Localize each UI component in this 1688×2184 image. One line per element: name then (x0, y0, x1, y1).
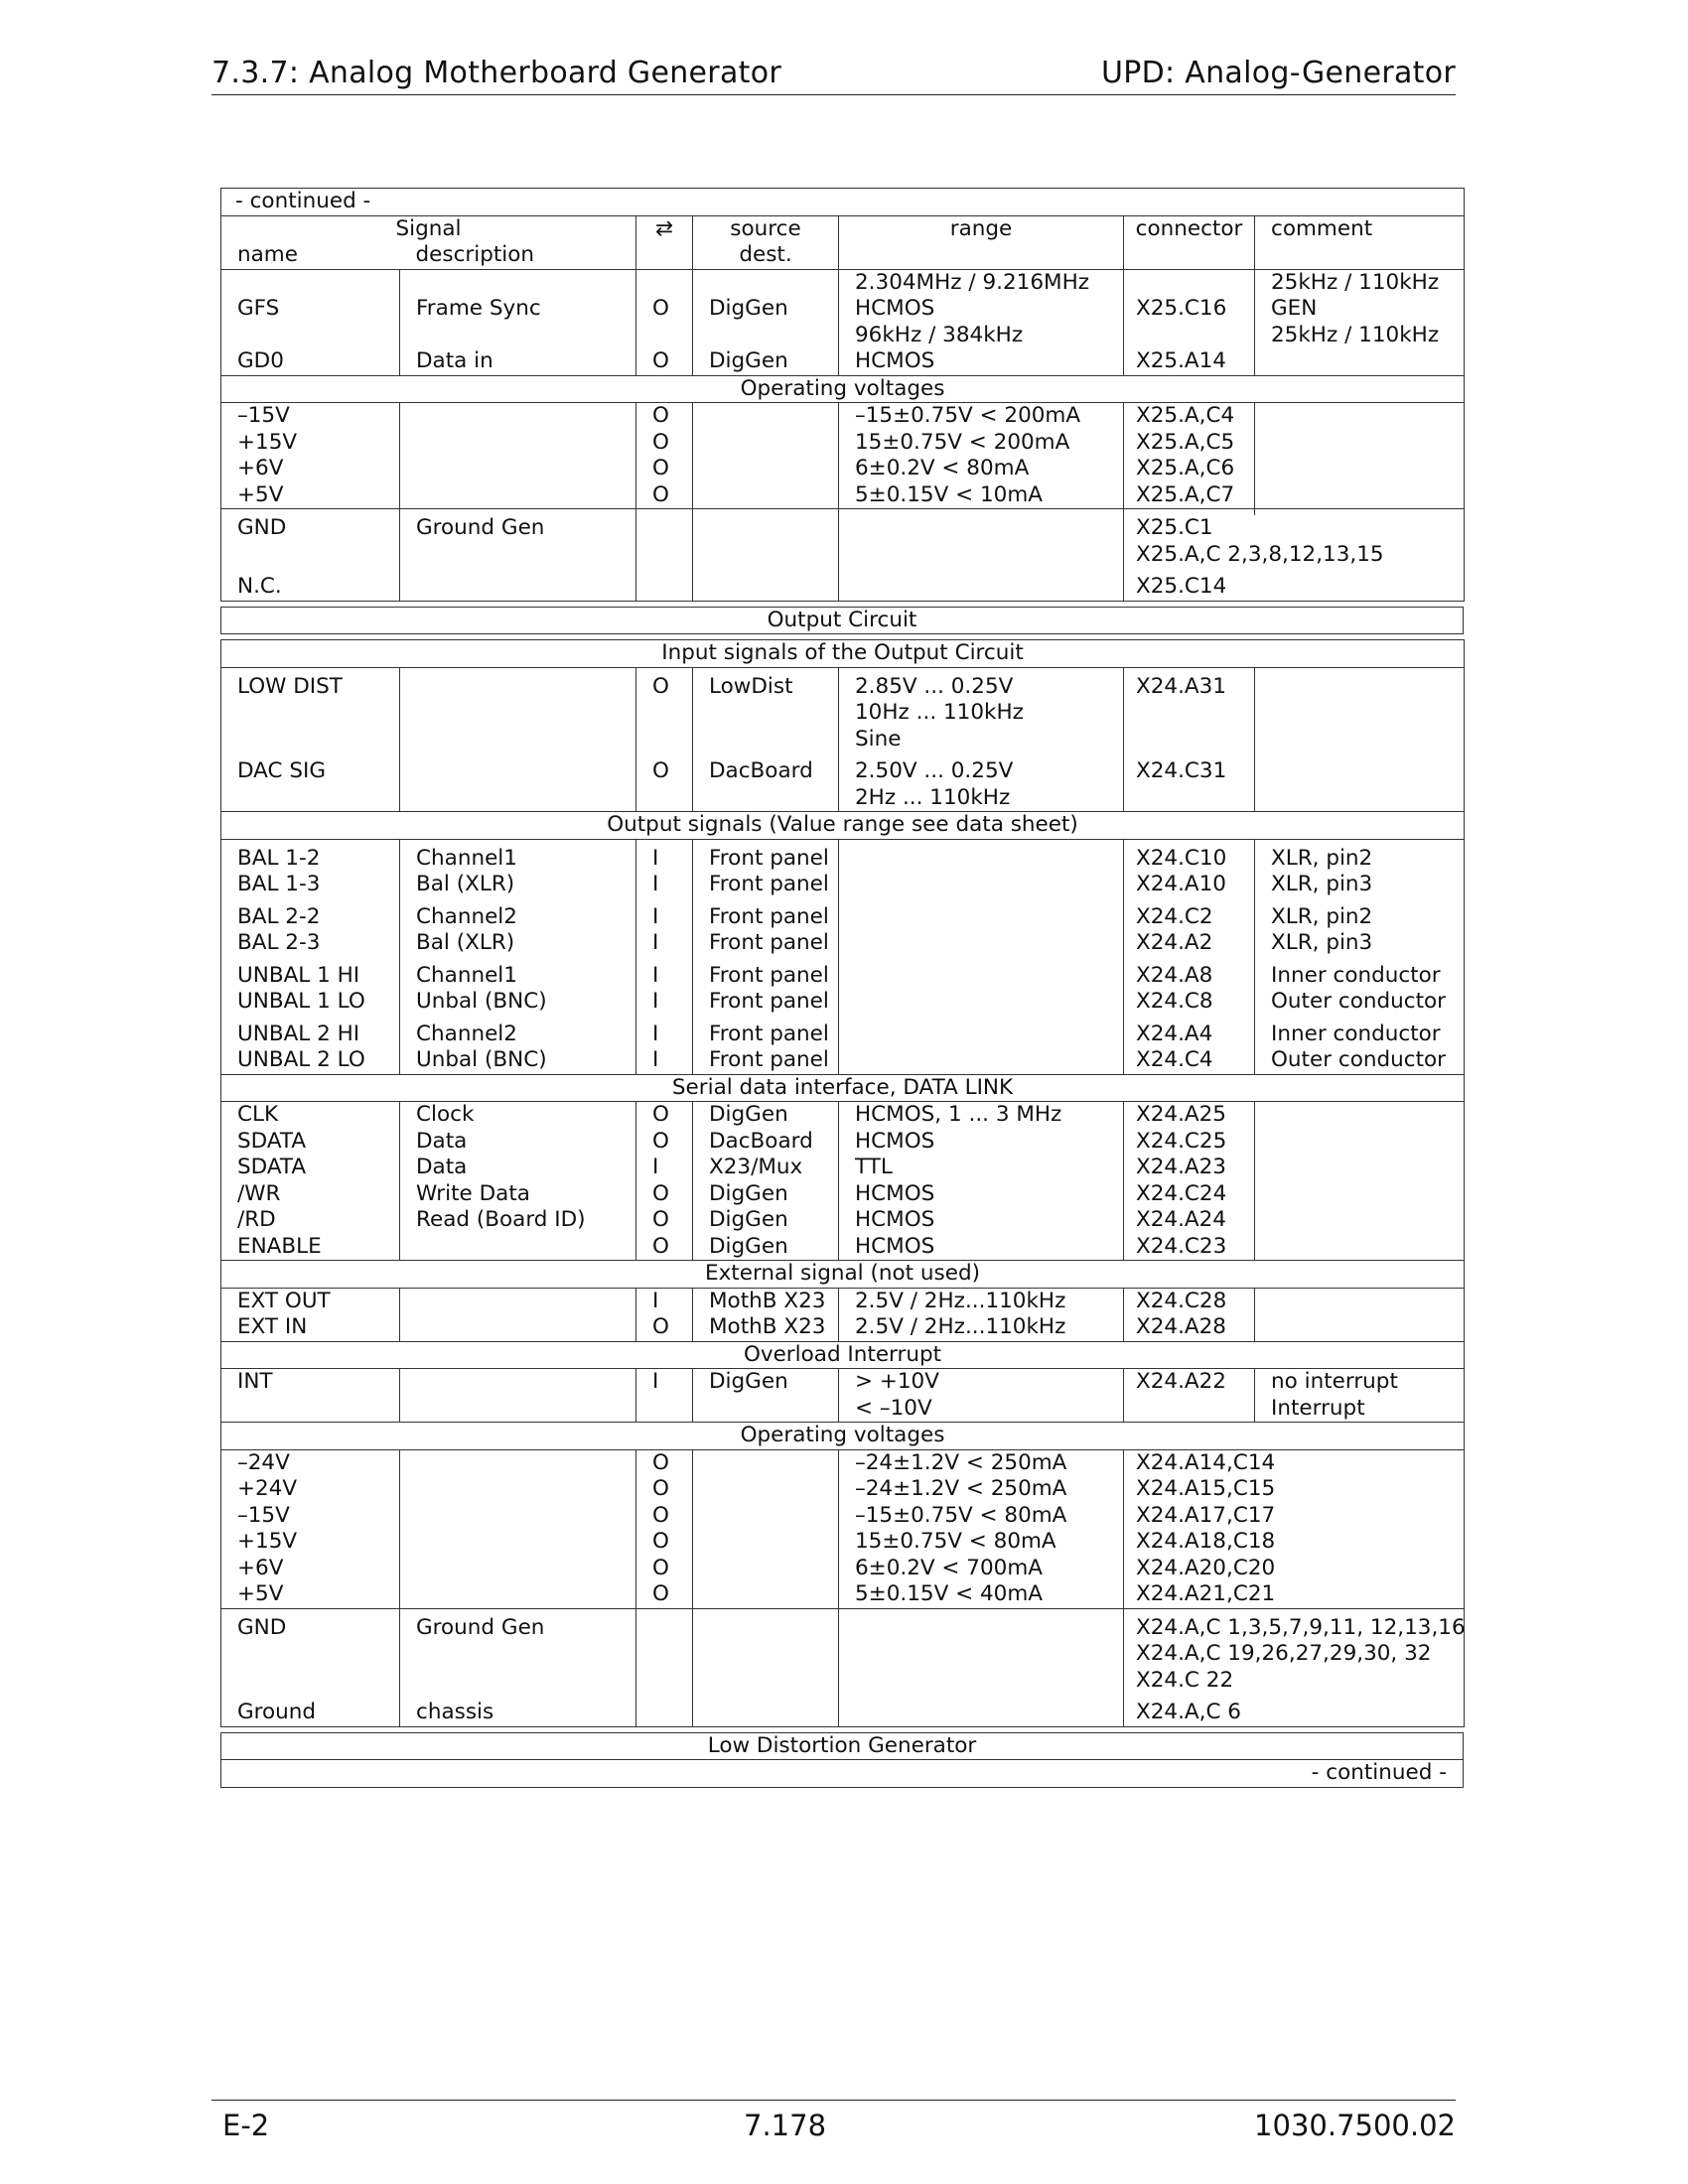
cell-range: –24±1.2V < 250mA (839, 1476, 1124, 1503)
cell-name: EXT IN (221, 1314, 400, 1341)
cell-connector: X25.C14 (1124, 574, 1465, 601)
cell-range: HCMOS (839, 348, 1124, 375)
cell-direction: O (636, 1181, 693, 1208)
cell-name: –24V (221, 1449, 400, 1476)
cell-direction: I (636, 904, 693, 931)
cell-name: CLK (221, 1102, 400, 1129)
output-circuit-title-box (220, 607, 1464, 635)
cell-direction: I (636, 1288, 693, 1314)
table-row (221, 904, 1465, 931)
cell-range: 15±0.75V < 80mA (839, 1529, 1124, 1556)
connector-line: X24.A,C 1,3,5,7,9,11, 12,13,16 (1136, 1614, 1466, 1640)
cell-connector: X24.C25 (1124, 1129, 1255, 1156)
cell-connector: X25.C1 (1124, 515, 1465, 542)
section-overload-interrupt: Overload Interrupt (221, 1341, 1465, 1369)
cell-description: Data (400, 1129, 636, 1156)
cell-direction: O (636, 1102, 693, 1129)
table-row (221, 1102, 1465, 1129)
col-header-connector: connector (1124, 215, 1255, 242)
cell-source: X23/Mux (693, 1155, 839, 1181)
cell-source: DigGen (693, 1102, 839, 1129)
cell-connector: X24.A22 (1124, 1369, 1255, 1423)
cell-comment: XLR, pin3 (1255, 930, 1465, 957)
cell-comment: Inner conductor (1255, 963, 1465, 990)
cell-source: LowDist (693, 674, 839, 753)
cell-source: Front panel (693, 1022, 839, 1048)
cell-name: +24V (221, 1476, 400, 1503)
cell-range: 15±0.75V < 200mA (839, 430, 1124, 457)
cell-name: +6V (221, 456, 400, 482)
cell-name: GD0 (221, 348, 400, 375)
cell-description: Ground Gen (400, 515, 636, 542)
table-row (221, 1369, 1465, 1423)
section-external-signal: External signal (not used) (221, 1261, 1465, 1289)
cell-name: N.C. (221, 574, 400, 601)
cell-connector: X24.C31 (1124, 758, 1255, 812)
table-row (221, 1207, 1465, 1234)
col-header-name: name (221, 242, 400, 269)
cell-name: DAC SIG (221, 758, 400, 812)
table-row (221, 846, 1465, 873)
cell-range: –24±1.2V < 250mA (839, 1449, 1124, 1476)
cell-direction: O (636, 296, 693, 323)
cell-direction: O (636, 1207, 693, 1234)
cell-name: Ground (221, 1700, 400, 1726)
cell-comment: XLR, pin2 (1255, 846, 1465, 873)
page-header-section: 7.3.7: Analog Motherboard Generator (211, 56, 781, 90)
continued-label: - continued - (221, 189, 1465, 216)
cell-connector: X24.A23 (1124, 1155, 1255, 1181)
table-row (221, 1288, 1465, 1314)
cell-range: 5±0.15V < 10mA (839, 482, 1124, 509)
connector-line: X24.C 22 (1136, 1667, 1234, 1693)
col-header-comment: comment (1255, 215, 1465, 242)
table-row (221, 403, 1465, 430)
cell-connector: X25.C16 (1124, 296, 1255, 323)
cell-direction: I (636, 872, 693, 898)
cell-direction: I (636, 1047, 693, 1074)
cell-name: BAL 1-2 (221, 846, 400, 873)
output-circuit-table (220, 639, 1465, 1727)
table-row (221, 1129, 1465, 1156)
cell-description: chassis (400, 1700, 636, 1726)
table-row (221, 1234, 1465, 1261)
cell-direction: I (636, 989, 693, 1016)
cell-connector: X25.A,C7 (1124, 482, 1255, 509)
section-operating-voltages: Operating voltages (221, 375, 1465, 403)
cell-source: DacBoard (693, 758, 839, 812)
cell-name: UNBAL 2 LO (221, 1047, 400, 1074)
cell-connector: X24.A18,C18 (1124, 1529, 1465, 1556)
table-row (221, 1529, 1465, 1556)
cell-connector: X24.C23 (1124, 1234, 1255, 1261)
cell-connector: X25.A,C6 (1124, 456, 1255, 482)
cell-direction: O (636, 1449, 693, 1476)
cell-description: Write Data (400, 1181, 636, 1208)
section-output-signals: Output signals (Value range see data sheet) (221, 812, 1465, 840)
cell-description: Data in (400, 348, 636, 375)
cell-name: +5V (221, 482, 400, 509)
cell-direction: O (636, 1314, 693, 1341)
section-serial-data-interface: Serial data interface, DATA LINK (221, 1074, 1465, 1102)
cell-direction: I (636, 963, 693, 990)
cell-connector (1124, 1615, 1465, 1695)
cell-connector: X24.A14,C14 (1124, 1449, 1465, 1476)
cell-comment (1255, 1369, 1465, 1423)
table-row (221, 1155, 1465, 1181)
cell-source: Front panel (693, 930, 839, 957)
cell-connector: X24.A,C 6 (1124, 1700, 1465, 1726)
table-row (221, 930, 1465, 957)
cell-connector: X24.C2 (1124, 904, 1255, 931)
document-number: 1030.7500.02 (1254, 2109, 1456, 2142)
cell-range: 2.5V / 2Hz...110kHz (839, 1314, 1124, 1341)
cell-name: SDATA (221, 1129, 400, 1156)
cell-description: Unbal (BNC) (400, 1047, 636, 1074)
cell-comment: Outer conductor (1255, 989, 1465, 1016)
cell-description: Unbal (BNC) (400, 989, 636, 1016)
cell-direction: O (636, 403, 693, 430)
cell-connector: X24.A4 (1124, 1022, 1255, 1048)
cell-direction: I (636, 1155, 693, 1181)
cell-connector: X24.C4 (1124, 1047, 1255, 1074)
cell-name: INT (221, 1369, 400, 1423)
cell-comment: GEN (1255, 296, 1465, 323)
cell-range: HCMOS (839, 1234, 1124, 1261)
table-row (221, 1556, 1465, 1582)
cell-name: ENABLE (221, 1234, 400, 1261)
cell-source: MothB X23 (693, 1314, 839, 1341)
cell-name: GND (221, 1615, 400, 1695)
table-row (221, 963, 1465, 990)
table-row (221, 1581, 1465, 1608)
cell-source: Front panel (693, 963, 839, 990)
cell-connector: X25.A,C4 (1124, 403, 1255, 430)
table-row (221, 296, 1465, 323)
col-header-source: source (693, 215, 839, 242)
col-header-description: description (400, 242, 636, 269)
table-row (221, 1022, 1465, 1048)
cell-direction: I (636, 1022, 693, 1048)
table-row (221, 1449, 1465, 1476)
table-row (221, 574, 1465, 601)
cell-direction: O (636, 348, 693, 375)
table-row (221, 1047, 1465, 1074)
footer-rule (211, 2100, 1456, 2101)
cell-connector: X24.A15,C15 (1124, 1476, 1465, 1503)
cell-connector: X24.A31 (1124, 674, 1255, 753)
table-row (221, 1476, 1465, 1503)
cell-range: HCMOS (839, 1129, 1124, 1156)
cell-name: –15V (221, 1503, 400, 1530)
cell-direction: O (636, 1476, 693, 1503)
cell-direction: O (636, 430, 693, 457)
cell-direction: O (636, 1529, 693, 1556)
range-line: 10Hz ... 110kHz (855, 700, 1024, 725)
cell-comment: 25kHz / 110kHz (1255, 269, 1465, 296)
comment-line: Interrupt (1271, 1395, 1365, 1421)
cell-name: /WR (221, 1181, 400, 1208)
cell-direction: O (636, 456, 693, 482)
table-row (221, 1181, 1465, 1208)
cell-comment: Inner conductor (1255, 1022, 1465, 1048)
range-line: Sine (855, 726, 902, 751)
cell-comment: 25kHz / 110kHz (1255, 323, 1465, 349)
cell-name: BAL 1-3 (221, 872, 400, 898)
generator-connector-table (220, 188, 1465, 602)
cell-direction: O (636, 1234, 693, 1261)
section-output-circuit: Output Circuit (221, 607, 1464, 634)
range-line: 2Hz ... 110kHz (855, 784, 1011, 810)
cell-name: SDATA (221, 1155, 400, 1181)
cell-source: Front panel (693, 989, 839, 1016)
cell-direction: I (636, 1369, 693, 1423)
range-line: > +10V (855, 1369, 939, 1394)
cell-range: 96kHz / 384kHz (839, 323, 1124, 349)
range-line: < –10V (855, 1395, 932, 1421)
cell-name: –15V (221, 403, 400, 430)
cell-name: +5V (221, 1581, 400, 1608)
cell-name: +6V (221, 1556, 400, 1582)
cell-source: Front panel (693, 904, 839, 931)
cell-connector: X24.A20,C20 (1124, 1556, 1465, 1582)
cell-name: BAL 2-3 (221, 930, 400, 957)
cell-name: GFS (221, 296, 400, 323)
cell-description: Data (400, 1155, 636, 1181)
cell-connector: X24.A25 (1124, 1102, 1255, 1129)
cell-comment: Outer conductor (1255, 1047, 1465, 1074)
table-row (221, 1503, 1465, 1530)
cell-description: Channel2 (400, 904, 636, 931)
table-row (221, 515, 1465, 542)
cell-direction: O (636, 758, 693, 812)
cell-direction: O (636, 1556, 693, 1582)
col-header-direction: ⇄ (636, 215, 693, 242)
cell-description: Frame Sync (400, 296, 636, 323)
cell-description: Channel1 (400, 963, 636, 990)
cell-range: 2.304MHz / 9.216MHz (839, 269, 1124, 296)
cell-range (839, 1369, 1124, 1423)
cell-name: UNBAL 2 HI (221, 1022, 400, 1048)
cell-comment: XLR, pin2 (1255, 904, 1465, 931)
cell-name: +15V (221, 430, 400, 457)
cell-source: DigGen (693, 296, 839, 323)
cell-range: –15±0.75V < 80mA (839, 1503, 1124, 1530)
cell-connector: X24.A17,C17 (1124, 1503, 1465, 1530)
comment-line: no interrupt (1271, 1369, 1398, 1394)
signal-table-document (220, 188, 1464, 1788)
connector-line: X24.A,C 19,26,27,29,30, 32 (1136, 1641, 1432, 1666)
cell-range (839, 758, 1124, 812)
cell-description: Channel1 (400, 846, 636, 873)
cell-source: DigGen (693, 1181, 839, 1208)
cell-direction: I (636, 930, 693, 957)
cell-source: DigGen (693, 1234, 839, 1261)
cell-connector: X24.C24 (1124, 1181, 1255, 1208)
cell-connector: X24.C28 (1124, 1288, 1255, 1314)
page-header-document: UPD: Analog-Generator (1100, 56, 1456, 90)
cell-description: Channel2 (400, 1022, 636, 1048)
table-row (221, 456, 1465, 482)
cell-description: Read (Board ID) (400, 1207, 636, 1234)
section-low-distortion-generator: Low Distortion Generator (221, 1732, 1464, 1760)
cell-name: UNBAL 1 LO (221, 989, 400, 1016)
cell-name: +15V (221, 1529, 400, 1556)
cell-description: Ground Gen (400, 1615, 636, 1695)
cell-source: DigGen (693, 1207, 839, 1234)
table-row (221, 348, 1465, 375)
cell-range: HCMOS (839, 1207, 1124, 1234)
cell-direction: O (636, 1503, 693, 1530)
cell-connector: X24.A8 (1124, 963, 1255, 990)
cell-name: GND (221, 515, 400, 542)
cell-range: TTL (839, 1155, 1124, 1181)
cell-source: Front panel (693, 846, 839, 873)
cell-source: DacBoard (693, 1129, 839, 1156)
header-rule (211, 94, 1456, 95)
cell-direction: I (636, 846, 693, 873)
cell-range: 5±0.15V < 40mA (839, 1581, 1124, 1608)
cell-connector: X24.A21,C21 (1124, 1581, 1465, 1608)
range-line: 2.85V ... 0.25V (855, 673, 1014, 699)
cell-range: HCMOS (839, 1181, 1124, 1208)
cell-description: Clock (400, 1102, 636, 1129)
range-line: 2.50V ... 0.25V (855, 758, 1014, 783)
cell-name: UNBAL 1 HI (221, 963, 400, 990)
cell-source: MothB X23 (693, 1288, 839, 1314)
table-row (221, 430, 1465, 457)
cell-range: 2.5V / 2Hz...110kHz (839, 1288, 1124, 1314)
cell-connector: X25.A,C 2,3,8,12,13,15 (1124, 542, 1465, 569)
cell-direction: O (636, 674, 693, 753)
cell-connector: X25.A14 (1124, 348, 1255, 375)
cell-source: Front panel (693, 872, 839, 898)
cell-range: 6±0.2V < 80mA (839, 456, 1124, 482)
table-row (221, 758, 1465, 812)
table-row (221, 1314, 1465, 1341)
cell-source: DigGen (693, 348, 839, 375)
cell-range: HCMOS, 1 ... 3 MHz (839, 1102, 1124, 1129)
cell-name: /RD (221, 1207, 400, 1234)
cell-name: EXT OUT (221, 1288, 400, 1314)
cell-source: Front panel (693, 1047, 839, 1074)
cell-description: Bal (XLR) (400, 872, 636, 898)
cell-range (839, 674, 1124, 753)
table-row (221, 1700, 1465, 1726)
cell-direction: O (636, 482, 693, 509)
table-row (221, 989, 1465, 1016)
cell-description (400, 1234, 636, 1261)
cell-name: BAL 2-2 (221, 904, 400, 931)
col-header-range: range (839, 215, 1124, 242)
page-number: 7.178 (744, 2109, 827, 2142)
cell-connector: X24.C8 (1124, 989, 1255, 1016)
cell-direction: O (636, 1129, 693, 1156)
cell-range: HCMOS (839, 296, 1124, 323)
cell-range: –15±0.75V < 200mA (839, 403, 1124, 430)
cell-direction: O (636, 1581, 693, 1608)
cell-connector: X24.C10 (1124, 846, 1255, 873)
table-row (221, 674, 1465, 753)
cell-name: LOW DIST (221, 674, 400, 753)
table-row (221, 482, 1465, 509)
continued-bottom-label: - continued - (221, 1760, 1464, 1788)
section-input-signals: Input signals of the Output Circuit (221, 640, 1465, 668)
table-row (221, 872, 1465, 898)
low-distortion-box (220, 1732, 1464, 1788)
cell-connector: X24.A10 (1124, 872, 1255, 898)
table-row (221, 1615, 1465, 1695)
cell-description: Bal (XLR) (400, 930, 636, 957)
cell-connector: X24.A24 (1124, 1207, 1255, 1234)
cell-range: 6±0.2V < 700mA (839, 1556, 1124, 1582)
col-header-signal: Signal (221, 215, 636, 242)
cell-connector: X24.A2 (1124, 930, 1255, 957)
col-header-dest: dest. (693, 242, 839, 269)
cell-comment: XLR, pin3 (1255, 872, 1465, 898)
cell-connector: X24.A28 (1124, 1314, 1255, 1341)
cell-source: DigGen (693, 1369, 839, 1423)
section-operating-voltages-2: Operating voltages (221, 1423, 1465, 1450)
cell-connector: X25.A,C5 (1124, 430, 1255, 457)
footer-left: E-2 (222, 2109, 270, 2142)
